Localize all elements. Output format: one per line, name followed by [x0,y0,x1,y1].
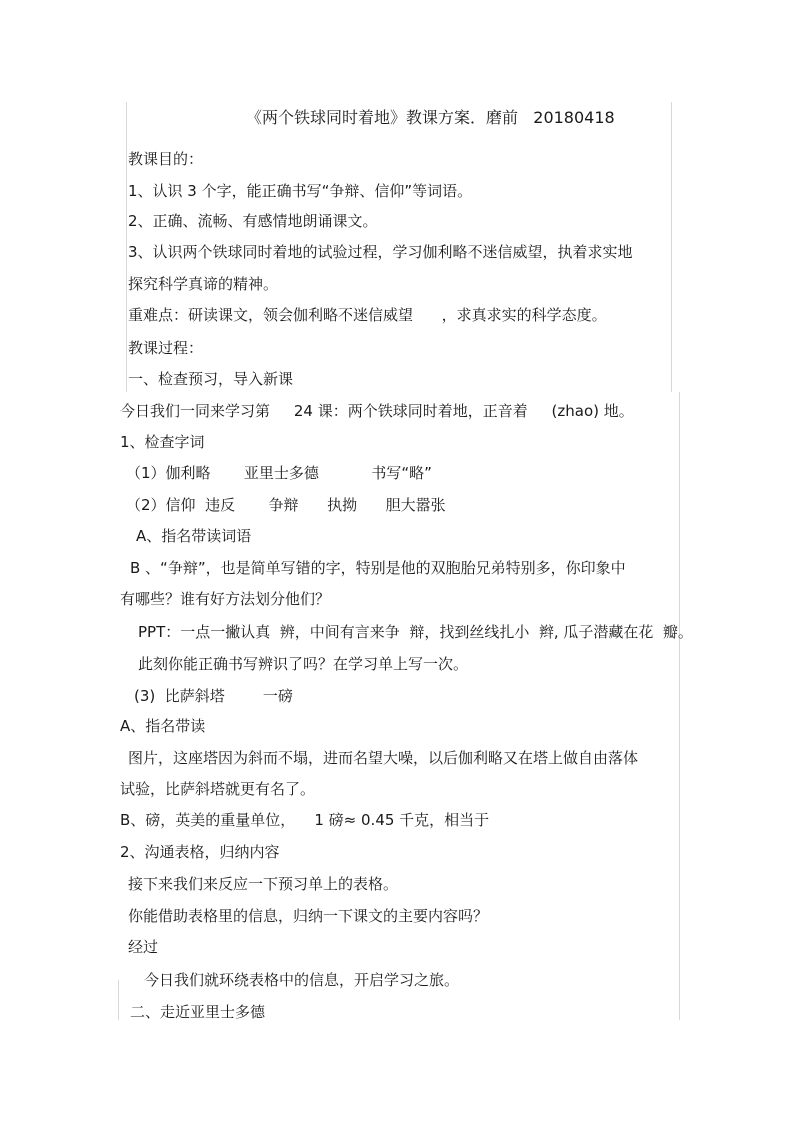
section-label-process: 教课过程： [128,339,204,357]
top-section-left-border [126,102,127,392]
ppt-mnemonic: PPT：一点一撇认真 辨，中间有言来争 辩，找到丝线扎小 辫, 瓜子潜藏在花 瓣。 [138,623,693,641]
page-title: 《两个铁球同时着地》教课方案．磨前 20180418 [246,108,615,127]
pound-unit: B、磅，英美的重量单位， 1 磅≈ 0.45 千克，相当于 [120,811,490,829]
section-2-heading: 二、走近亚里士多德 [130,1003,266,1021]
instruction-a: A、指名带读词语 [136,527,252,545]
section-label-objectives: 教课目的： [128,150,204,168]
objective-1: 1、认识 3 个字，能正确书写“争辩、信仰”等词语。 [128,182,473,200]
bottom-section-right-border [679,392,680,1020]
write-practice: 此刻你能正确书写辨识了吗？在学习单上写一次。 [138,655,469,673]
instruction-b: B 、“争辩”，也是简单写错的字，特别是他的双胞胎兄弟特别多，你印象中 [130,559,626,577]
check-words-heading: 1、检查字词 [120,433,205,451]
bottom-section-left-border [118,980,119,1020]
intro-line: 今日我们一同来学习第 24 课：两个铁球同时着地，正音着 (zhao) 地。 [120,402,634,420]
tower-description-cont: 试验，比萨斜塔就更有名了。 [120,780,316,798]
objective-3-cont: 探究科学真谛的精神。 [128,275,279,293]
key-points: 重难点：研读课文，领会伽利略不迷信威望 ，求真求实的科学态度。 [128,306,607,324]
objective-3: 3、认识两个铁球同时着地的试验过程，学习伽利略不迷信威望，执着求实地 [128,243,633,261]
word-group-2: （2）信仰 违反 争辩 执拗 胆大嚣张 [126,496,446,514]
table-feedback: 接下来我们来反应一下预习单上的表格。 [128,875,399,893]
tower-description: 图片，这座塔因为斜而不塌，进而名望大噪，以后伽利略又在塔上做自由落体 [128,749,639,767]
word-group-1: （1）伽利略 亚里士多德 书写“略” [126,464,432,482]
summarize-question: 你能借助表格里的信息，归纳一下课文的主要内容吗？ [128,907,489,925]
top-section-right-border [671,102,672,392]
step-1-heading: 一、检查预习，导入新课 [128,370,294,388]
start-journey: 今日我们就环绕表格中的信息，开启学习之旅。 [144,971,460,989]
word-group-3: (3) 比萨斜塔 一磅 [134,687,293,705]
instruction-a-2: A、指名带读 [120,717,206,735]
instruction-b-cont: 有哪些？谁有好方法划分他们？ [120,590,331,608]
objective-2: 2、正确、流畅、有感情地朗诵课文。 [128,212,378,230]
step-2-heading: 2、沟通表格，归纳内容 [120,843,280,861]
label-process: 经过 [128,938,159,956]
